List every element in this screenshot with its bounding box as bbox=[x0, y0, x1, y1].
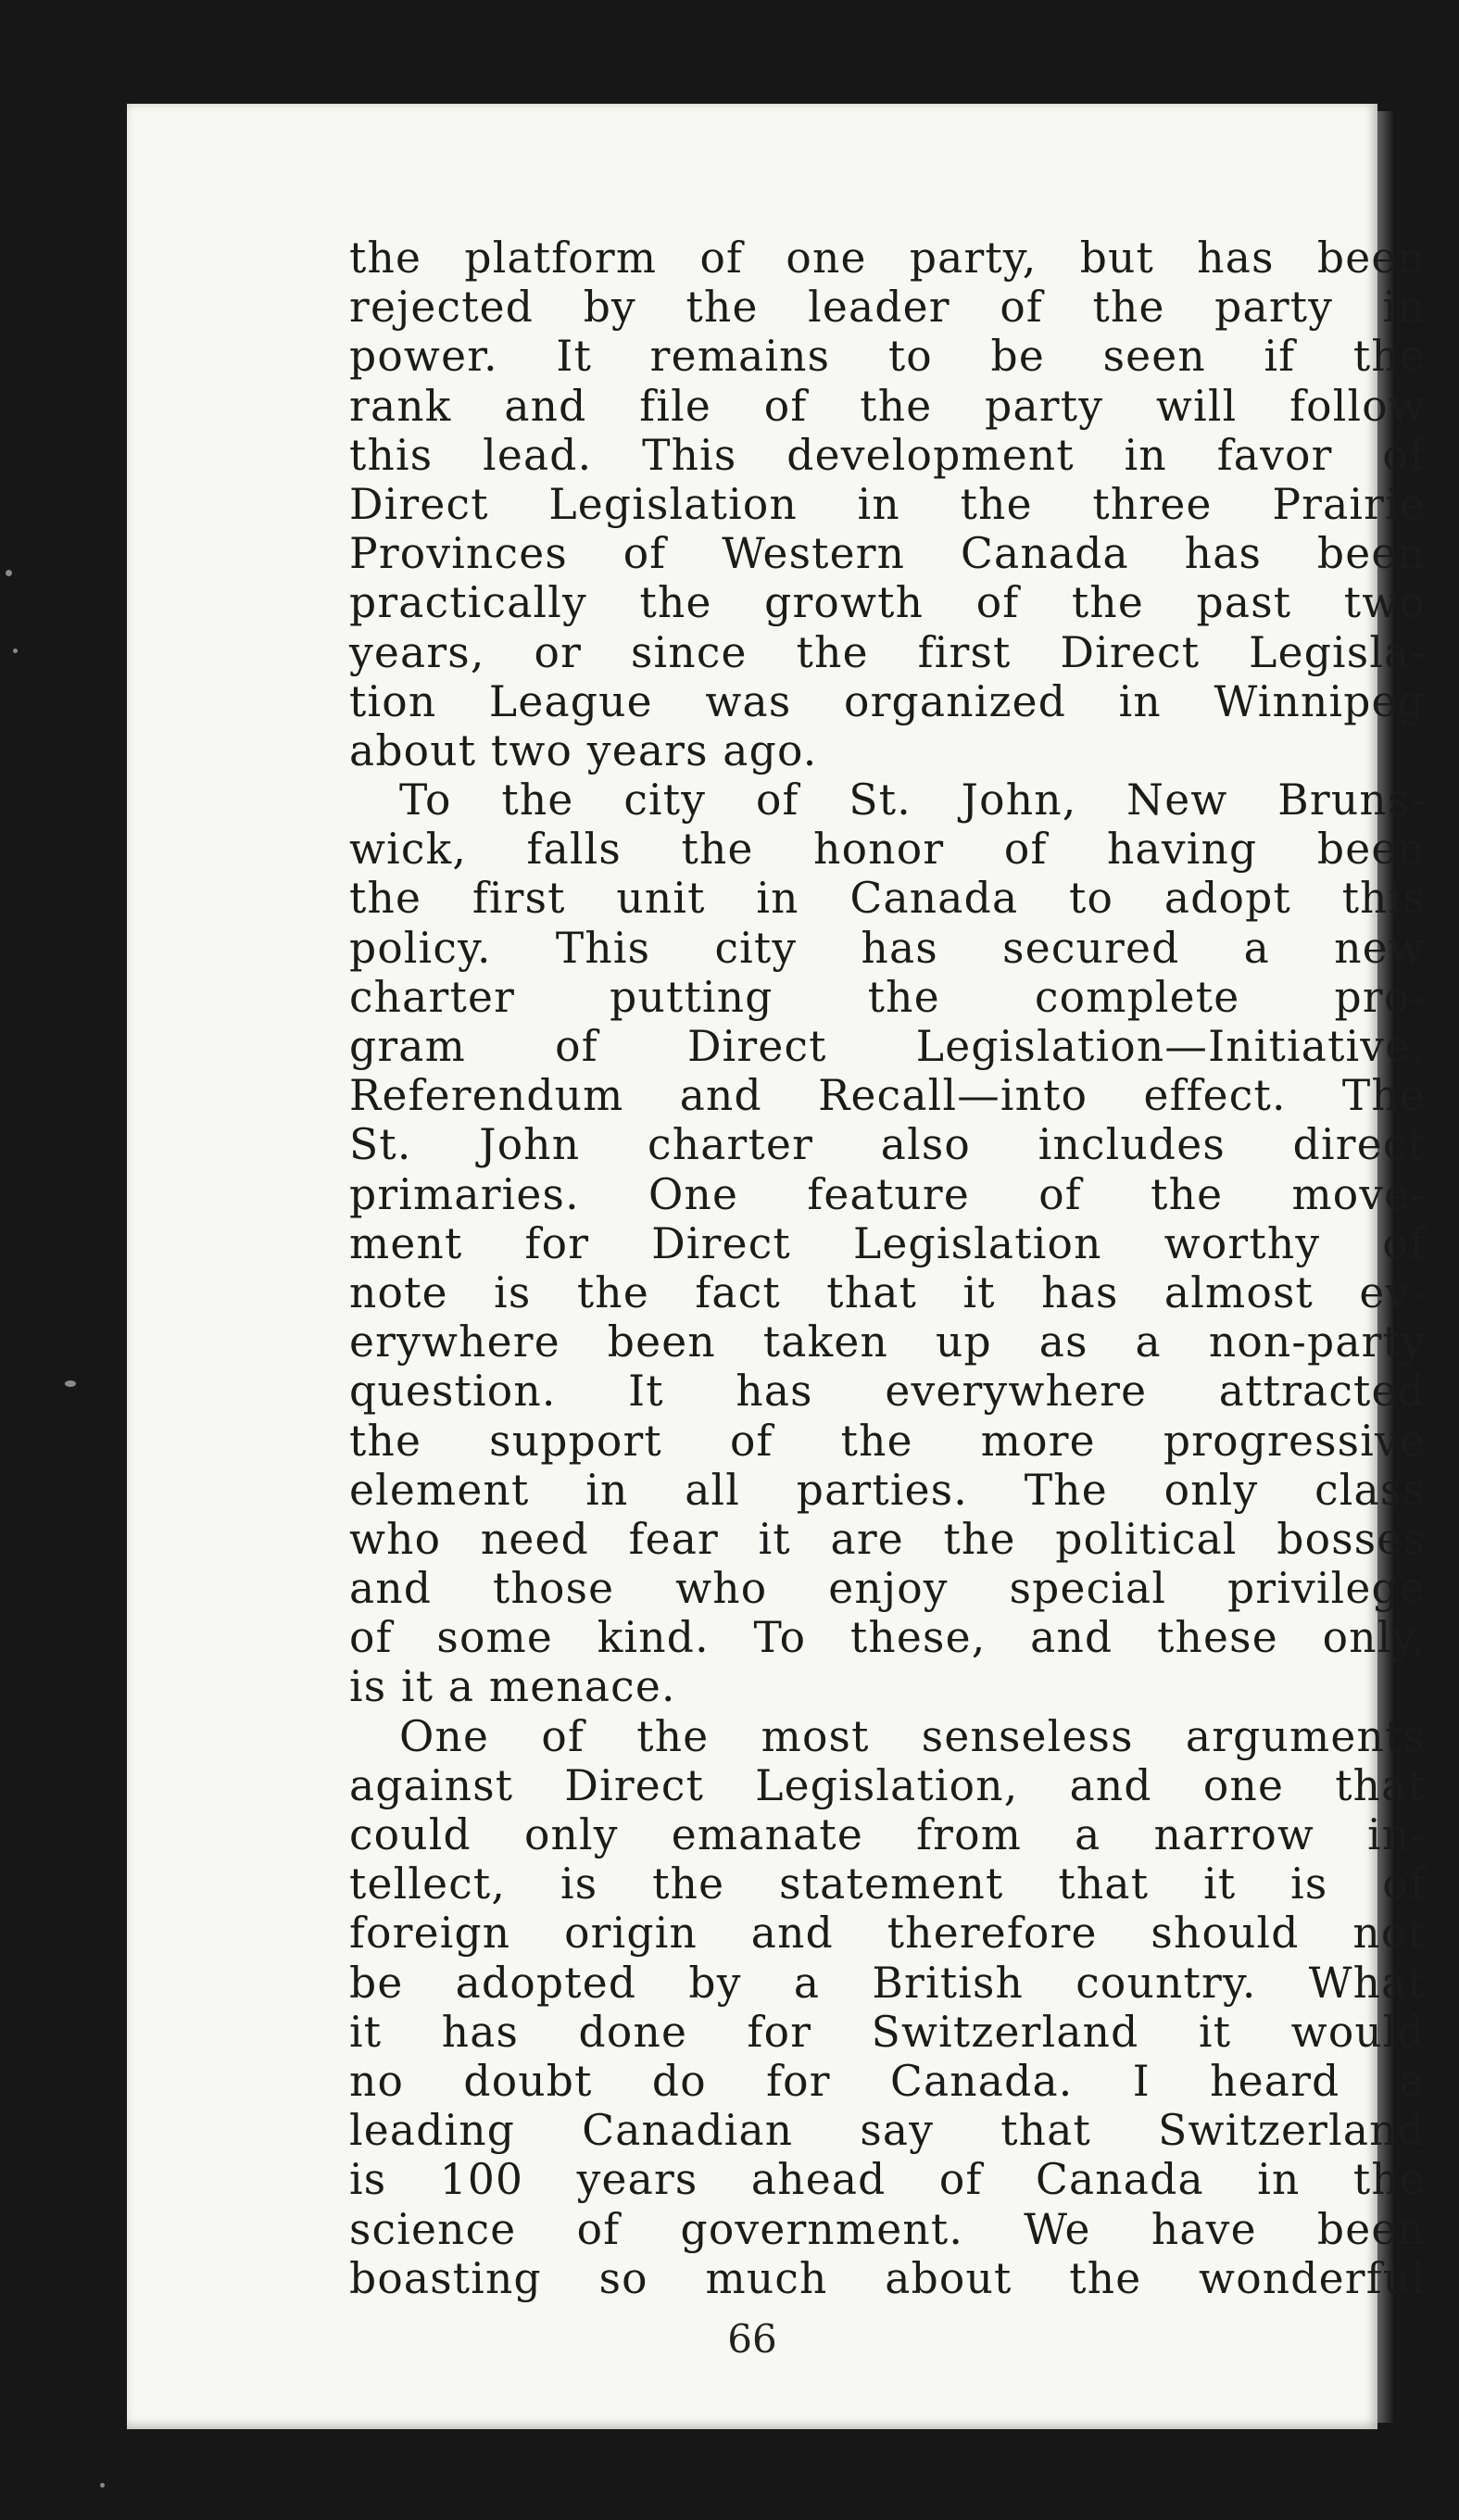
text-line: rank and file of the party will follow bbox=[349, 381, 1426, 431]
text-line: charter putting the complete pro- bbox=[349, 972, 1426, 1022]
text-line: power. It remains to be seen if the bbox=[349, 332, 1426, 382]
text-line: be adopted by a British country. What bbox=[349, 1958, 1426, 2008]
text-line: element in all parties. The only class bbox=[349, 1465, 1426, 1515]
body-text bbox=[349, 233, 1426, 2303]
scan-speck bbox=[65, 1380, 76, 1387]
text-line: is it a menace. bbox=[349, 1662, 676, 1712]
text-line: practically the growth of the past two bbox=[349, 578, 1426, 628]
text-line: the platform of one party, but has been bbox=[349, 233, 1426, 283]
text-line: St. John charter also includes direct bbox=[349, 1120, 1426, 1170]
text-line: erywhere been taken up as a non-party bbox=[349, 1317, 1426, 1367]
paragraph-2 bbox=[349, 775, 1426, 1712]
text-line: who need fear it are the political bosses bbox=[349, 1514, 1426, 1564]
text-line: rejected by the leader of the party in bbox=[349, 283, 1426, 333]
text-line: policy. This city has secured a new bbox=[349, 923, 1426, 973]
text-line: primaries. One feature of the move- bbox=[349, 1169, 1426, 1219]
scan-speck bbox=[100, 2483, 105, 2488]
text-line: boasting so much about the wonderful bbox=[349, 2253, 1426, 2303]
scan-speck bbox=[6, 570, 12, 576]
text-line: of some kind. To these, and these only, bbox=[349, 1613, 1426, 1663]
text-line: tellect, is the statement that it is of bbox=[349, 1859, 1426, 1909]
text-line: is 100 years ahead of Canada in the bbox=[349, 2155, 1426, 2205]
text-line: against Direct Legislation, and one that bbox=[349, 1760, 1426, 1810]
text-line: no doubt do for Canada. I heard a bbox=[349, 2056, 1426, 2106]
page-number: 66 bbox=[727, 2316, 777, 2362]
text-line: wick, falls the honor of having been bbox=[349, 825, 1426, 875]
book-page bbox=[127, 104, 1426, 2429]
text-line: the support of the more progressive bbox=[349, 1416, 1426, 1466]
text-line: science of government. We have been bbox=[349, 2204, 1426, 2254]
text-line: tion League was organized in Winnipeg bbox=[349, 676, 1426, 726]
text-line: it has done for Switzerland it would bbox=[349, 2007, 1426, 2057]
text-line: gram of Direct Legislation—Initiative, bbox=[349, 1022, 1426, 1071]
text-line: could only emanate from a narrow in- bbox=[349, 1810, 1426, 1859]
text-line: years, or since the first Direct Legisla- bbox=[349, 627, 1426, 677]
scan-speck bbox=[13, 649, 18, 653]
text-line: Direct Legislation in the three Prairie bbox=[349, 479, 1426, 529]
text-line: foreign origin and therefore should not bbox=[349, 1909, 1426, 1959]
text-line: ment for Direct Legislation worthy of bbox=[349, 1218, 1426, 1268]
paragraph-3 bbox=[349, 1712, 1426, 2303]
text-line: the first unit in Canada to adopt this bbox=[349, 874, 1426, 924]
text-line: this lead. This development in favor of bbox=[349, 430, 1426, 480]
text-line: leading Canadian say that Switzerland bbox=[349, 2106, 1426, 2156]
text-line: Provinces of Western Canada has been bbox=[349, 529, 1426, 579]
text-line: and those who enjoy special privilege bbox=[349, 1564, 1426, 1614]
text-line: Referendum and Recall—into effect. The bbox=[349, 1071, 1426, 1121]
text-line: about two years ago. bbox=[349, 725, 818, 775]
text-line: One of the most senseless arguments bbox=[399, 1711, 1426, 1761]
paragraph-1 bbox=[349, 233, 1426, 775]
text-line: note is the fact that it has almost ev- bbox=[349, 1267, 1426, 1317]
text-line: To the city of St. John, New Bruns- bbox=[399, 775, 1426, 825]
text-line: question. It has everywhere attracted bbox=[349, 1367, 1426, 1417]
